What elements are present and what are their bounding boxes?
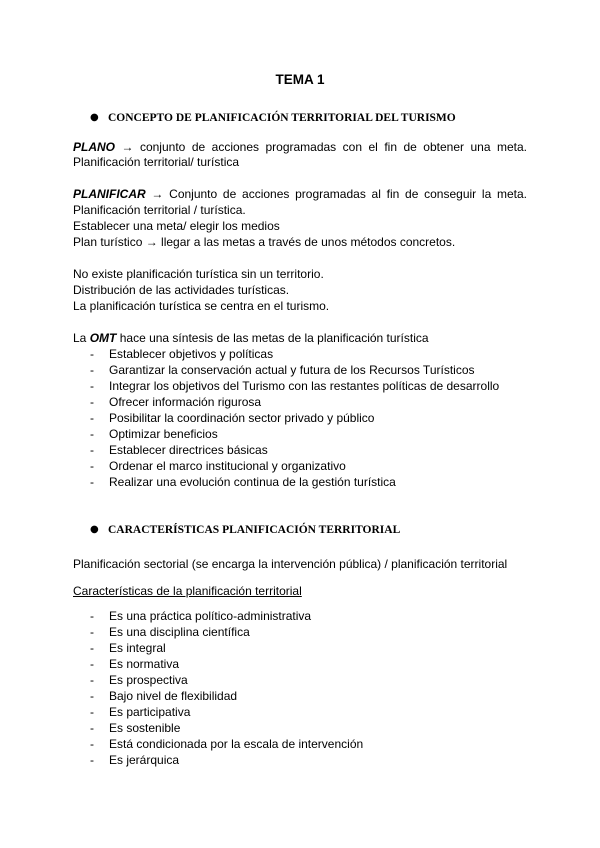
bullet-icon: ● <box>90 112 99 123</box>
plano-definition <box>73 140 527 154</box>
note-line: No existe planificación turística sin un territorio. <box>73 267 324 281</box>
plano-text: → conjunto de acciones programadas con el fin de obtener una meta. <box>121 140 527 154</box>
planificar-line-4: Plan turístico → llegar a las metas a través de unos métodos concretos. <box>73 235 456 249</box>
omt-intro <box>73 331 429 345</box>
planificar-text: → Conjunto de acciones programadas al fin de conseguir la meta. <box>151 187 527 201</box>
planificar-line-3: Establecer una meta/ elegir los medios <box>73 219 280 233</box>
omt-suffix: hace una síntesis de las metas de la planificación turística <box>119 331 429 345</box>
planificar-definition <box>73 187 527 201</box>
note-line: La planificación turística se centra en el turismo. <box>73 299 330 313</box>
page-title: TEMA 1 <box>275 72 325 87</box>
section-heading-text: CARACTERÍSTICAS PLANIFICACIÓN TERRITORIAL <box>108 524 401 536</box>
plano-line-2: Planificación territorial/ turística <box>73 155 240 169</box>
section-heading-text: CONCEPTO DE PLANIFICACIÓN TERRITORIAL DEL TURISMO <box>108 112 456 124</box>
caracteristicas-subheading: Características de la planificación territorial <box>73 584 302 598</box>
planificar-term: PLANIFICAR <box>73 187 146 201</box>
planificacion-intro: Planificación sectorial (se encarga la intervención pública) / planificación territorial <box>73 557 508 571</box>
planificar-line-2: Planificación territorial / turística. <box>73 203 246 217</box>
note-line: Distribución de las actividades turísticas. <box>73 283 290 297</box>
document-page: TEMA 1 ● CONCEPTO DE PLANIFICACIÓN TERRITORIAL DEL TURISMO PLANO → conjunto de acciones programadas con el fin de obtener una meta. Planificación territorial/ turística PLANIFICAR → Conjunto de acciones programadas al fin de conseguir la meta. Planificación territorial / turística. Establecer una meta/ elegir los medios Plan turístico → llegar a las metas a través de unos métodos concretos. No existe planificación turística sin un territorio. Distribución de las actividades turísticas. La planificación turística se centra en el turismo. La OMT hace una síntesis de las metas de la planificación turística - Establecer objetivos y políticas - Garantizar la conservación actual y futura de los Recursos Turísticos - Integrar los objetivos del Turismo con las restantes políticas de desarrollo - Ofrecer información rigurosa - Posibilitar la coordinación sector privado y público - Optimizar beneficios - Establecer directrices básicas - Ordenar el marco institucional y organizativo - Realizar una evolución continua de la gestión turística ● CARACTERÍSTICAS PLANIFICACIÓN TERRITORIAL Planificación sectorial (se encarga la intervención pública) / planificación territorial Características de la planificación territorial - Es una práctica político-administrativa - Es una disciplina científica - Es integral - Es normativa - Es prospectiva - Bajo nivel de flexibilidad - Es participativa - Es sostenible - Está condicionada por la escala de intervención - Es jerárquica <box>0 0 600 848</box>
plano-term: PLANO <box>73 140 115 154</box>
bullet-icon: ● <box>90 524 99 535</box>
omt-prefix: La <box>73 331 87 345</box>
omt-term: OMT <box>89 331 117 345</box>
